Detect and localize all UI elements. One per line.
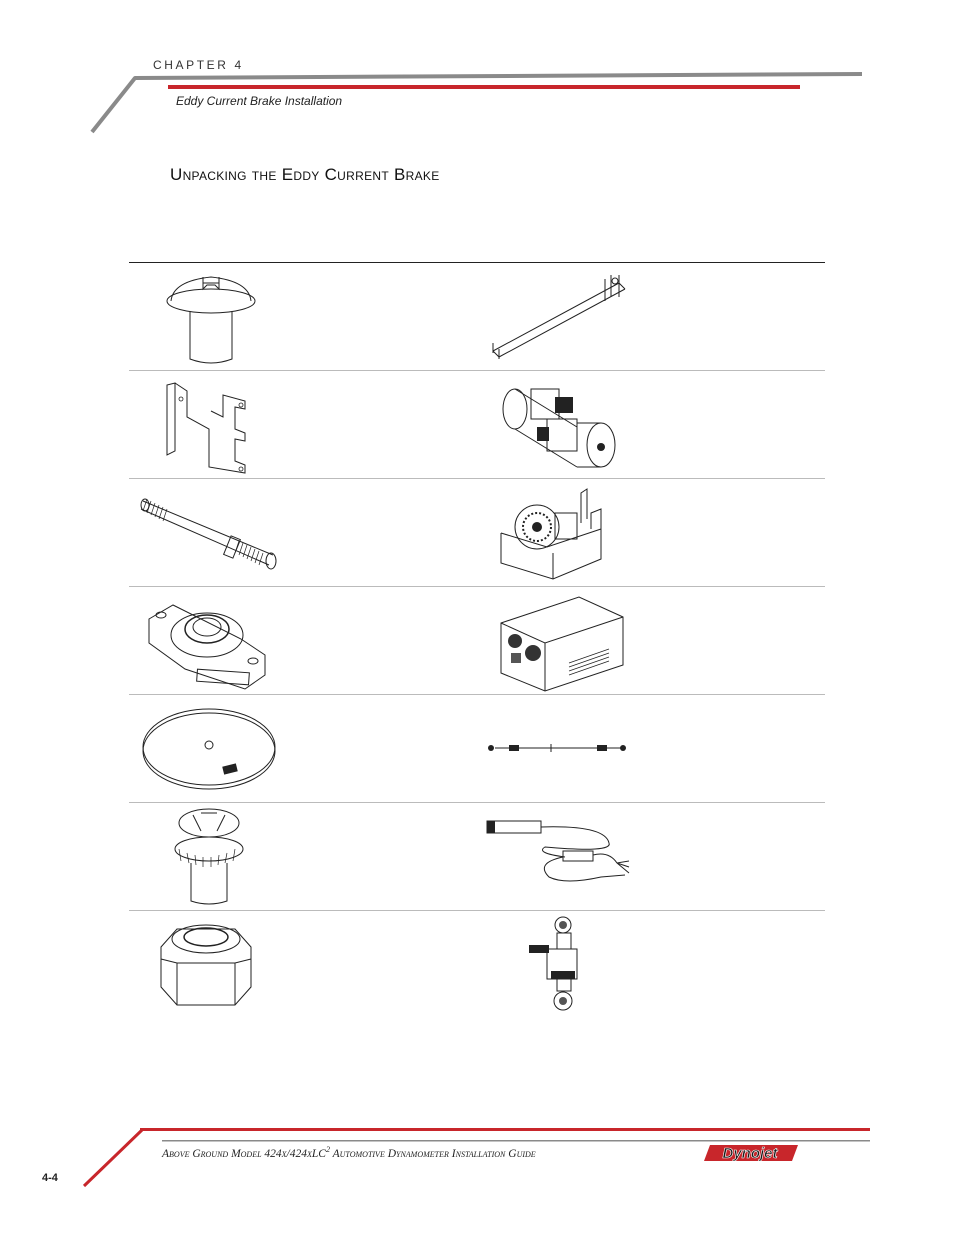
part-cell-right [477,263,825,370]
part-cell-left [129,263,477,370]
part-cell-right [477,479,825,586]
mounting-bracket-icon [165,377,249,473]
extension-cable-icon [487,741,627,755]
part-cell-left [129,803,477,910]
part-cell-left [129,479,477,586]
brake-cradle-assembly-icon [497,483,607,583]
section-title: Unpacking the Eddy Current Brake [170,165,440,184]
footer-guide-title [162,1145,536,1160]
part-cell-right [477,371,825,478]
part-cell-left [129,911,477,1018]
table-row [129,911,825,1019]
eddy-current-brake-icon [497,375,617,471]
flange-bearing-icon [145,599,269,689]
flanged-bolt-icon [163,271,259,367]
part-cell-right [477,911,825,1018]
table-row [129,479,825,587]
part-cell-right [477,587,825,694]
guide-title-superscript: 2 [325,1145,330,1154]
brake-disc-plate-icon [139,705,279,795]
table-row [129,263,825,371]
speed-sensor-icon [485,817,635,901]
part-cell-left [129,587,477,694]
chapter-subtitle: Eddy Current Brake Installation [176,94,343,108]
page-number: 4-4 [42,1172,58,1184]
header-rule [0,0,954,140]
guide-title-suffix: Automotive Dynamometer Installation Guide [329,1147,536,1160]
svg-text:Dynojet: Dynojet [722,1145,778,1162]
part-cell-right [477,803,825,910]
hex-lock-nut-icon [157,919,255,1009]
control-box-icon [497,593,627,691]
table-row [129,587,825,695]
serrated-flange-bolt-icon [171,807,247,907]
torque-arm-bar-icon [487,273,627,359]
part-cell-right [477,695,825,802]
chapter-label: CHAPTER 4 [153,58,244,72]
table-row [129,803,825,911]
dynojet-logo [700,1143,802,1163]
table-row [129,371,825,479]
splined-shaft-icon [139,493,279,575]
part-cell-left [129,371,477,478]
part-cell-left [129,695,477,802]
guide-title-main: Above Ground Model 424x/424xLC [162,1147,326,1160]
load-cell-icon [527,915,591,1015]
table-row [129,695,825,803]
